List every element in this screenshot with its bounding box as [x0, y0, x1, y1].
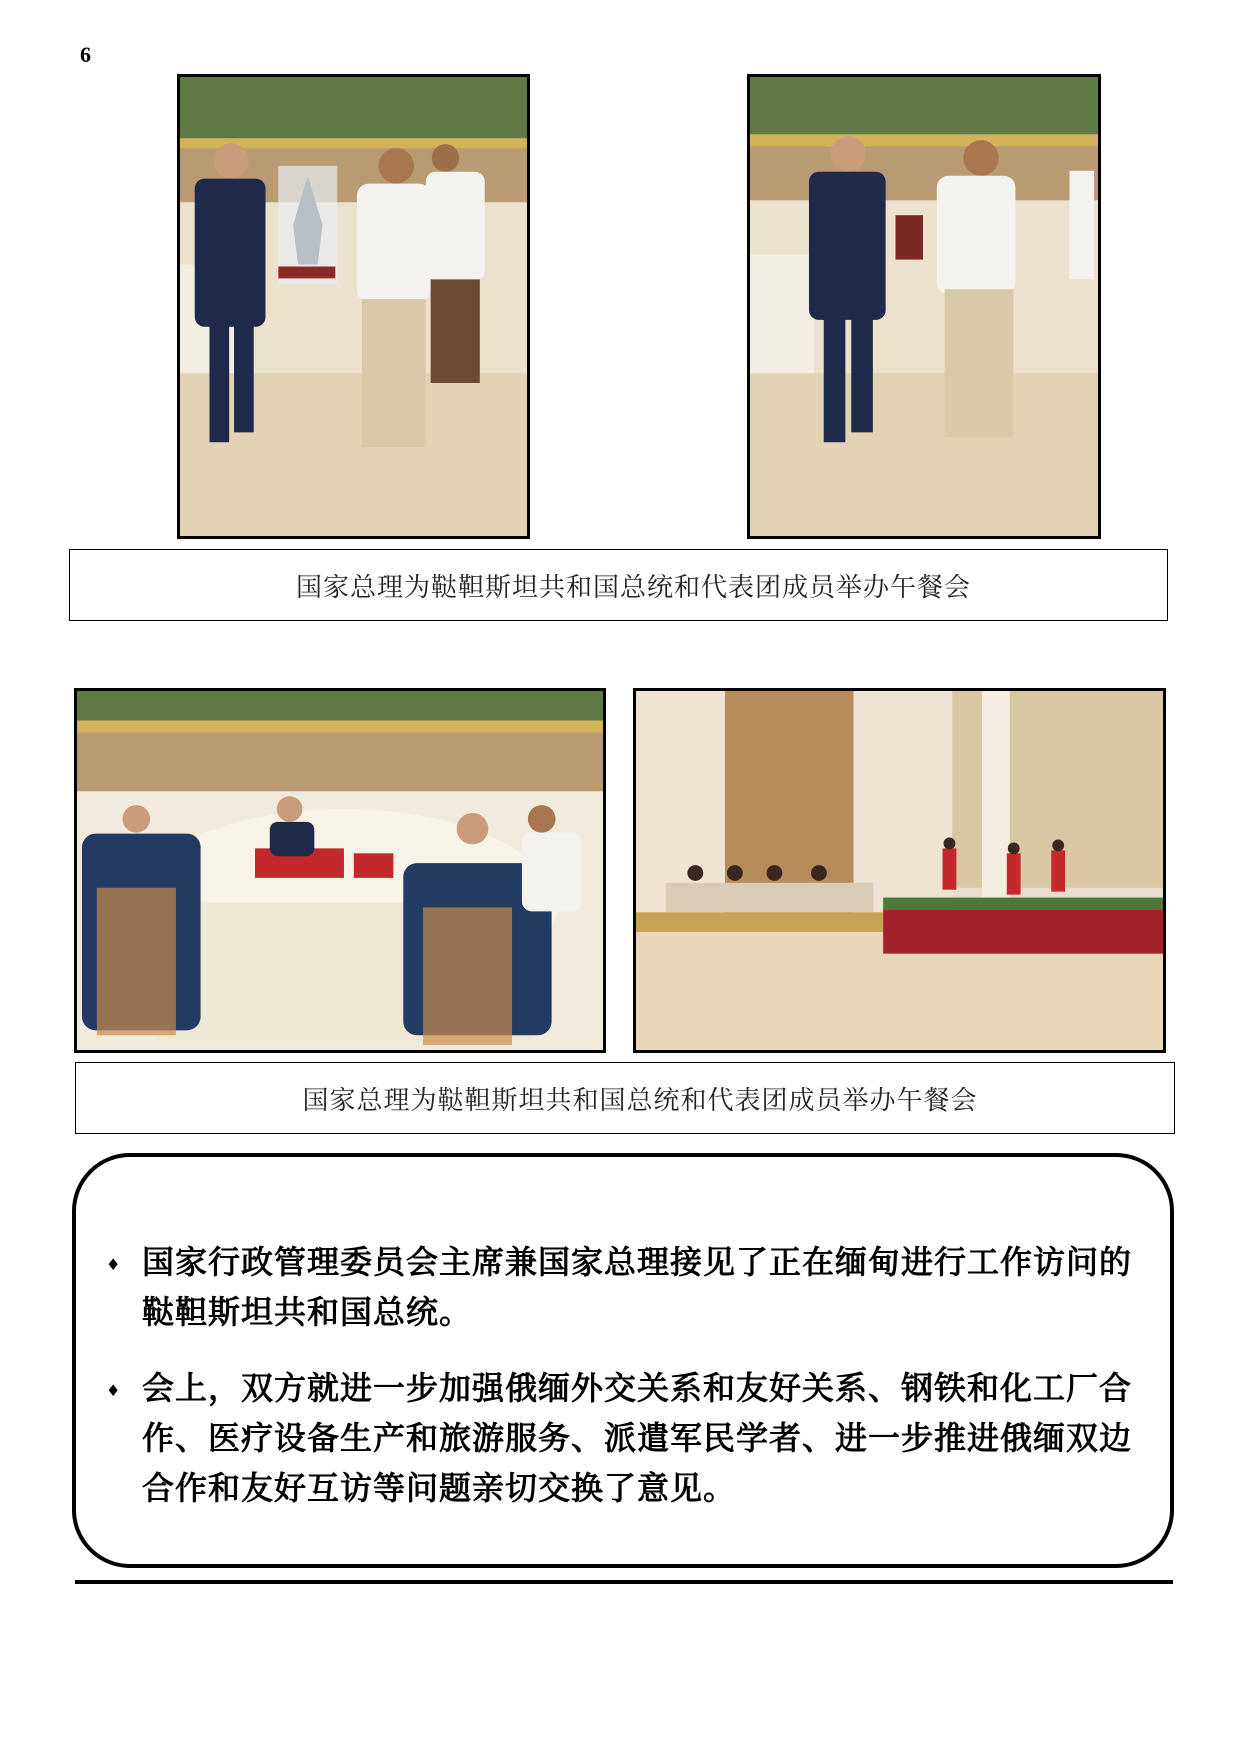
photo-cultural-performance: [633, 688, 1166, 1053]
summary-item-text: 国家行政管理委员会主席兼国家总理接见了正在缅甸进行工作访问的鞑靼斯坦共和国总统。: [142, 1243, 1133, 1331]
bottom-divider: [75, 1580, 1173, 1584]
diamond-bullet-icon: ♦: [106, 1255, 121, 1274]
summary-item: [106, 1237, 1140, 1337]
photo-luncheon-table: [74, 688, 606, 1053]
photo-gift-presentation-2: [747, 74, 1101, 539]
photo-caption-bottom: 国家总理为鞑靼斯坦共和国总统和代表团成员举办午餐会: [75, 1062, 1175, 1134]
photo-caption-top: 国家总理为鞑靼斯坦共和国总统和代表团成员举办午餐会: [69, 549, 1168, 621]
summary-box: [72, 1153, 1174, 1568]
diamond-bullet-icon: ♦: [106, 1381, 121, 1400]
photo-gift-presentation-1: [177, 74, 530, 539]
page-number: 6: [80, 42, 91, 67]
summary-item-text: 会上，双方就进一步加强俄缅外交关系和友好关系、钢铁和化工厂合作、医疗设备生产和旅游服务、派遣军民学者、进一步推进俄缅双边合作和友好互访等问题亲切交换了意见。: [142, 1369, 1133, 1507]
summary-item: [106, 1363, 1140, 1513]
